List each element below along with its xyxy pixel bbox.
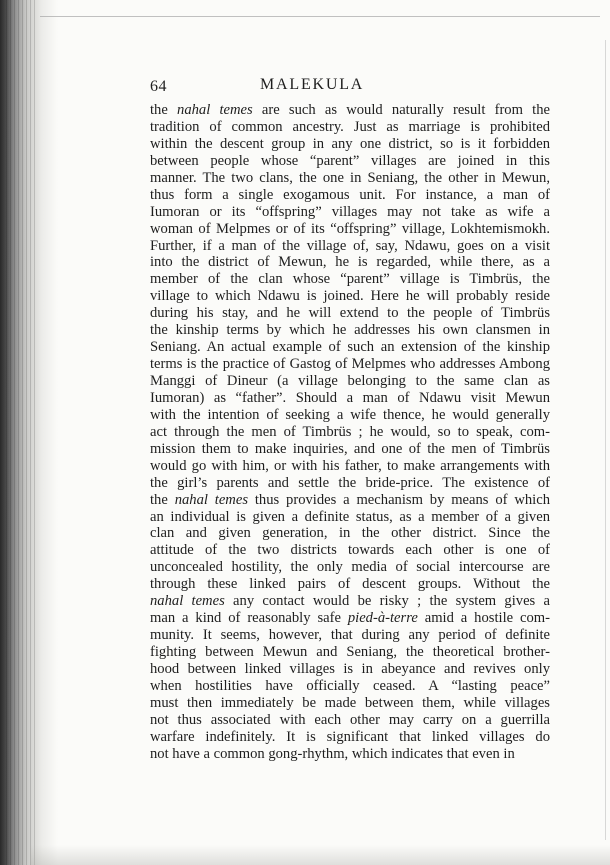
- text-run: would go with him, or with his father, to make arrangements with: [150, 457, 550, 474]
- italic-term: nahal temes: [177, 102, 253, 118]
- text-line: [150, 576, 550, 593]
- text-run: fighting between Mewun and Seniang, the theoretical brother-: [150, 644, 550, 660]
- book-binding-page-edges: [6, 0, 36, 865]
- text-line: [150, 102, 550, 119]
- page-header: [150, 74, 550, 98]
- text-line: [150, 525, 550, 542]
- text-line: [150, 593, 550, 610]
- text-line: [150, 221, 550, 238]
- text-line: [150, 441, 550, 458]
- text-line: [150, 610, 550, 627]
- text-line: [150, 559, 550, 576]
- text-line: [150, 746, 550, 763]
- italic-term: nahal temes: [150, 593, 225, 610]
- text-run: not thus associated with each other may carry on a guerrilla: [150, 711, 550, 728]
- text-line: [150, 153, 550, 170]
- text-run: manner. The two clans, the one in Seniang, the other in Mewun,: [150, 169, 550, 186]
- text-line: [150, 661, 550, 678]
- text-line: [150, 475, 550, 492]
- text-line: [150, 542, 550, 559]
- text-run: member of the clan whose “parent” village is Timbrüs, the: [150, 271, 550, 288]
- text-line: [150, 187, 550, 204]
- text-line: [150, 322, 550, 339]
- running-head: MALEKULA: [260, 76, 365, 93]
- text-run: attitude of the two districts towards each other is one of: [150, 542, 550, 559]
- text-line: [150, 305, 550, 322]
- text-run: the: [150, 102, 178, 118]
- text-run: terms is the practice of Gastog of Melpmes who addresses Ambong: [150, 356, 550, 373]
- text-line: [150, 492, 550, 509]
- text-line: [150, 424, 550, 441]
- text-run: thus provides a mechanism by means of which: [248, 491, 550, 508]
- page-right-edge: [605, 40, 606, 840]
- page-number: 64: [150, 78, 167, 95]
- text-line: [150, 170, 550, 187]
- text-run: tradition of common ancestry. Just as marriage is prohibited: [150, 118, 550, 135]
- text-line: [150, 695, 550, 712]
- text-line: [150, 136, 550, 153]
- italic-term: nahal temes: [174, 491, 249, 508]
- text-run: thus form a single exogamous unit. For instance, a man of: [150, 186, 550, 203]
- text-line: [150, 288, 550, 305]
- text-run: the girl’s parents and settle the bride-price. The existence of: [150, 474, 550, 491]
- text-line: [150, 254, 550, 271]
- body-text: [150, 102, 550, 763]
- text-line: [150, 644, 550, 661]
- text-line: [150, 373, 550, 390]
- text-line: [150, 627, 550, 644]
- text-run: Manggi of Dineur (a village belonging to the same clan as: [150, 373, 550, 389]
- text-run: Seniang. An actual example of such an extension of the kinship: [150, 339, 550, 356]
- text-run: mission them to make inquiries, and one of the men of Timbrüs: [150, 440, 550, 457]
- text-run: with the intention of seeking a wife thence, he would generally: [150, 406, 550, 423]
- text-run: amid a hostile com-: [417, 610, 550, 627]
- text-run: Further, if a man of the village of, say, Ndawu, goes on a visit: [150, 237, 550, 254]
- text-line: [150, 119, 550, 136]
- text-line: [150, 271, 550, 288]
- text-run: Iumoran or its “offspring” villages may not take as wife a: [150, 203, 550, 220]
- text-run: clan and given generation, in the other district. Since the: [150, 525, 550, 542]
- text-run: woman of Melpmes or of its “offspring” village, Lokhtemismokh.: [150, 220, 550, 237]
- text-run: warfare indefinitely. It is significant that linked villages do: [150, 728, 550, 745]
- text-line: [150, 390, 550, 407]
- text-run: through these linked pairs of descent groups. Without the: [150, 576, 550, 593]
- text-run: Iumoran) as “father”. Should a man of Ndawu visit Mewun: [150, 389, 550, 406]
- text-run: within the descent group in any one district, so is it forbidden: [150, 135, 550, 152]
- text-run: when hostilities have officially ceased. A “lasting peace”: [150, 677, 550, 694]
- text-run: the kinship terms by which he addresses his own clansmen in: [150, 322, 550, 339]
- text-line: [150, 204, 550, 221]
- text-run: village to which Ndawu is joined. Here he will probably reside: [150, 288, 550, 305]
- text-run: any contact would be risky ; the system gives a: [224, 593, 550, 610]
- text-run: between people whose “parent” villages are joined in this: [150, 152, 550, 169]
- page-top-edge: [40, 16, 600, 17]
- text-line: [150, 407, 550, 424]
- italic-term: pied-à-terre: [347, 610, 418, 627]
- text-line: [150, 356, 550, 373]
- text-run: munity. It seems, however, that during any period of definite: [150, 627, 550, 644]
- text-run: man a kind of reasonably safe: [150, 610, 348, 627]
- text-line: [150, 339, 550, 356]
- page-bottom-shadow: [30, 845, 610, 865]
- text-run: into the district of Mewun, he is regarded, while there, as a: [150, 254, 550, 271]
- text-run: act through the men of Timbrüs ; he would, so to speak, com-: [150, 423, 550, 440]
- text-line: [150, 729, 550, 746]
- text-line: [150, 238, 550, 255]
- text-run: are such as would naturally result from the: [252, 102, 550, 118]
- text-line: [150, 509, 550, 526]
- text-run: hood between linked villages is in abeyance and revives only: [150, 660, 550, 677]
- text-line: [150, 458, 550, 475]
- text-run: the: [150, 491, 175, 508]
- text-line: [150, 678, 550, 695]
- text-run: an individual is given a definite status, as a member of a given: [150, 508, 550, 525]
- text-run: unconcealed hostility, the only media of social intercourse are: [150, 559, 550, 576]
- text-line: [150, 712, 550, 729]
- text-run: must then immediately be made between them, while villages: [150, 694, 550, 711]
- text-run: during his stay, and he will extend to the people of Timbrüs: [150, 305, 550, 322]
- text-run: not have a common gong-rhythm, which indicates that even in: [150, 745, 515, 762]
